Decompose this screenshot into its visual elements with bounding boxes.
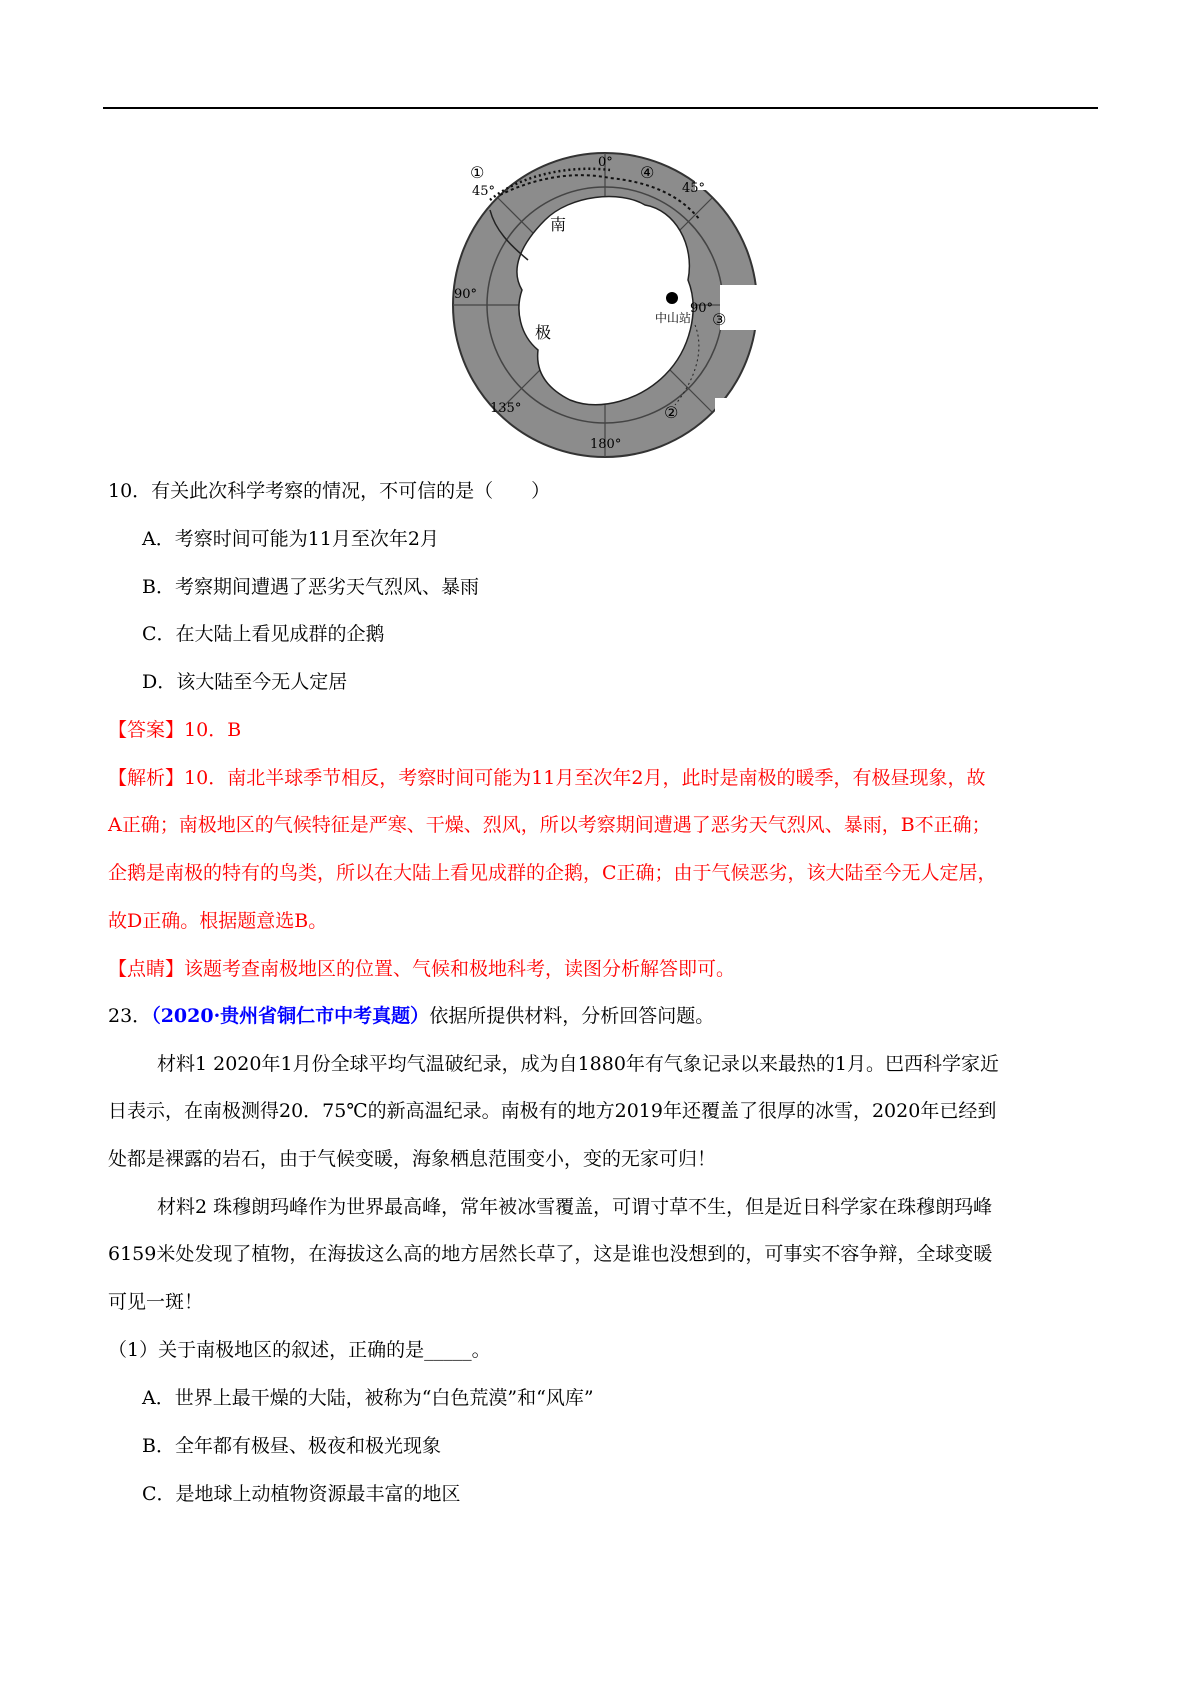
map-label-station: 中山站 [655, 311, 692, 325]
map-label-circle-2: ② [664, 403, 679, 422]
analysis-text: 10．南北半球季节相反，考察时间可能为11月至次年2月，此时是南极的暖季，有极昼现象，故 [184, 767, 986, 789]
map-label-90-left: 90° [454, 287, 478, 302]
q23-source: （2020·贵州省铜仁市中考真题） [151, 1005, 430, 1027]
answer-text: 10．B [184, 719, 242, 741]
answer-tag: 【答案】 [108, 719, 185, 741]
material2-line-1: 材料2 珠穆朗玛峰作为世界最高峰，常年被冰雪覆盖，可谓寸草不生，但是近日科学家在珠穆朗玛峰 [157, 1196, 993, 1218]
map-label-circle-1: ① [470, 163, 485, 182]
map-label-135: 135° [490, 401, 522, 416]
q10-stem: 10．有关此次科学考察的情况，不可信的是（ ） [108, 480, 551, 502]
q23-stem [108, 1003, 714, 1029]
map-label-45-left: 45° [472, 184, 496, 199]
q10-analysis-line-3: 企鹅是南极的特有的鸟类，所以在大陆上看见成群的企鹅，C正确；由于气候恶劣，该大陆至今无人定居， [108, 862, 997, 884]
q10-analysis-line-2: A正确；南极地区的气候特征是严寒、干燥、烈风，所以考察期间遭遇了恶劣天气烈风、暴雨，B不正确； [108, 814, 991, 836]
q23-sub1-option-c: C．是地球上动植物资源最丰富的地区 [142, 1483, 461, 1505]
q23-stem-text: 依据所提供材料，分析回答问题。 [429, 1005, 715, 1027]
map-label-0: 0° [598, 155, 613, 170]
map-label-90-right: 90° [690, 301, 714, 316]
q10-option-a: A．考察时间可能为11月至次年2月 [142, 528, 439, 550]
comment-tag: 【点睛】 [108, 958, 185, 980]
analysis-tag: 【解析】 [108, 767, 185, 789]
antarctica-map [450, 150, 760, 460]
material1-line-2: 日表示，在南极测得20．75℃的新高温纪录。南极有的地方2019年还覆盖了很厚的冰雪，2020年已经到 [108, 1100, 997, 1122]
q10-comment [108, 956, 735, 982]
material1-line-3: 处都是裸露的岩石，由于气候变暖，海象栖息范围变小，变的无家可归！ [108, 1148, 717, 1170]
q10-option-d: D．该大陆至今无人定居 [142, 671, 348, 693]
q10-analysis-line-4: 故D正确。根据题意选B。 [108, 910, 328, 932]
q10-option-c: C．在大陆上看见成群的企鹅 [142, 623, 385, 645]
material2-line-3: 可见一斑！ [108, 1291, 204, 1313]
map-label-nan: 南 [550, 215, 567, 234]
material1-line-1: 材料1 2020年1月份全球平均气温破纪录，成为自1880年有气象记录以来最热的1月。巴西科学家近 [157, 1053, 1000, 1075]
header-rule [103, 107, 1098, 109]
q23-sub1-option-a: A．世界上最干燥的大陆，被称为“白色荒漠”和“风库” [142, 1387, 594, 1409]
map-label-circle-4: ④ [640, 163, 655, 182]
map-label-ji: 极 [535, 323, 552, 342]
q10-analysis-line-1 [108, 765, 985, 791]
map-label-circle-3: ③ [712, 310, 727, 329]
q23-sub1-stem: （1）关于南极地区的叙述，正确的是_____。 [108, 1339, 491, 1361]
q23-sub1-option-b: B．全年都有极昼、极夜和极光现象 [142, 1435, 441, 1457]
q10-option-b: B．考察期间遭遇了恶劣天气烈风、暴雨 [142, 576, 479, 598]
q23-number: 23． [108, 1005, 152, 1027]
map-label-45-right: 45° [682, 181, 706, 196]
map-label-180: 180° [590, 437, 622, 452]
comment-text: 该题考查南极地区的位置、气候和极地科考，读图分析解答即可。 [184, 958, 736, 980]
material2-line-2: 6159米处发现了植物，在海拔这么高的地方居然长草了，这是谁也没想到的，可事实不容争辩，全球变暖 [108, 1243, 993, 1265]
q10-answer [108, 717, 241, 743]
